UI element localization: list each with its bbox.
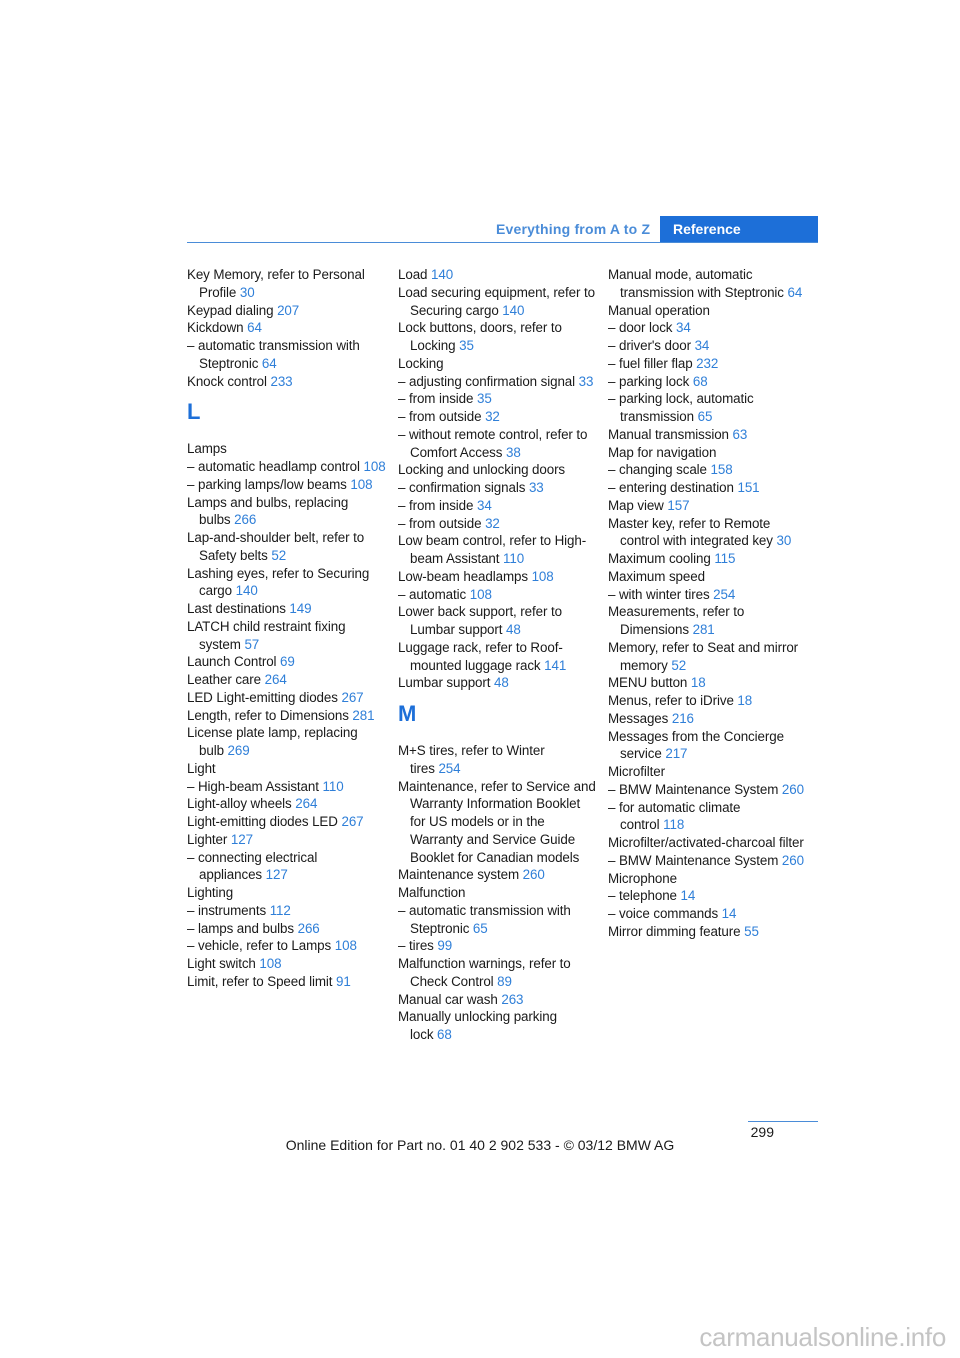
index-entry: [187, 319, 387, 337]
index-page-link[interactable]: 141: [544, 657, 567, 673]
index-entry-text: Length, refer to Dimensions: [187, 707, 349, 723]
index-entry: [608, 603, 808, 639]
index-entry: [187, 337, 387, 373]
index-entry: [187, 565, 387, 601]
index-entry-text: – parking lock: [608, 373, 690, 389]
index-entry: [398, 319, 598, 355]
index-entry-text: – automatic transmission with Steptronic: [398, 902, 571, 936]
reference-tab: Reference: [660, 216, 818, 243]
index-entry: [187, 440, 387, 458]
index-entry: [187, 884, 387, 902]
index-page-link[interactable]: 30: [239, 284, 255, 300]
index-letter-heading: M: [398, 701, 417, 726]
index-page-link[interactable]: 33: [578, 373, 594, 389]
index-entry-text: MENU button: [608, 675, 688, 691]
index-page-link[interactable]: 33: [528, 480, 544, 495]
index-entry-text: – from outside: [398, 409, 482, 424]
index-entry-text: Luggage rack, refer to Roof-mounted luggage rack: [398, 639, 563, 673]
index-entry: [608, 550, 808, 568]
index-entry: [398, 586, 598, 604]
index-entry-text: Last destinations: [187, 601, 286, 616]
index-page-link[interactable]: 110: [322, 778, 344, 794]
index-page-link[interactable]: 63: [732, 426, 748, 442]
index-page-link[interactable]: 14: [680, 888, 696, 904]
index-page-link[interactable]: 269: [227, 743, 250, 758]
index-entry: [608, 515, 808, 551]
index-entry-text: Knock control: [187, 373, 267, 389]
index-entry-text: – driver's door: [608, 338, 691, 353]
index-page-link[interactable]: 65: [697, 409, 713, 424]
index-page-link[interactable]: 34: [694, 338, 710, 353]
index-entry: [608, 728, 808, 764]
index-entry: [608, 586, 808, 604]
index-entry: [608, 390, 808, 426]
index-entry: [187, 494, 387, 530]
index-page-link[interactable]: 267: [341, 689, 364, 705]
index-page-link[interactable]: 55: [744, 923, 759, 939]
index-entry-text: Master key, refer to Remote control with integrated key: [608, 515, 773, 549]
index-page-link[interactable]: 254: [438, 760, 461, 776]
index-page-link[interactable]: 89: [497, 973, 512, 989]
index-page-link[interactable]: 69: [280, 654, 295, 670]
index-entry: [608, 337, 808, 355]
index-page-link[interactable]: 64: [787, 284, 803, 300]
index-entry-text: Lock buttons, doors, refer to Locking: [398, 320, 562, 353]
index-page-link[interactable]: 232: [696, 355, 719, 371]
index-page-link[interactable]: 140: [431, 267, 454, 282]
index-entry-text: – High-beam Assistant: [187, 778, 319, 794]
index-page-link[interactable]: 68: [437, 1027, 452, 1042]
index-page-link[interactable]: 18: [737, 693, 753, 708]
index-page-link[interactable]: 216: [671, 710, 694, 726]
section-title: Everything from A to Z: [496, 221, 651, 237]
index-entry: [187, 671, 387, 689]
index-entry-text: Malfunction warnings, refer to Check Control: [398, 956, 571, 989]
index-entry-text: Manually unlocking parking lock: [398, 1009, 557, 1042]
index-page-link[interactable]: 52: [671, 657, 687, 673]
index-entry: [398, 884, 598, 902]
index-page-link[interactable]: 64: [247, 320, 262, 336]
index-entry: [398, 373, 598, 391]
index-entry: [608, 852, 808, 870]
index-column-2: [398, 266, 598, 1044]
index-entry: [187, 813, 387, 831]
index-page-link[interactable]: 38: [506, 444, 521, 460]
index-entry-text: Manual car wash: [398, 991, 498, 1007]
index-entry: [398, 408, 598, 426]
index-page-link[interactable]: 118: [663, 817, 685, 833]
index-entry-text: – confirmation signals: [398, 480, 526, 495]
index-entry-text: – tires: [398, 938, 434, 954]
index-entry: [608, 479, 808, 497]
index-entry: [398, 991, 598, 1009]
index-page-link[interactable]: 48: [506, 622, 521, 637]
footer-edition: Online Edition for Part no. 01 40 2 902 533 - © 03/12 BMW AG: [285, 1137, 675, 1153]
index-entry-text: – connecting electrical appliances: [187, 849, 318, 883]
index-page-link[interactable]: 32: [485, 515, 500, 531]
index-page-link[interactable]: 14: [721, 906, 737, 921]
index-entry-text: Load securing equipment, refer to Securing cargo: [398, 284, 595, 318]
index-entry-text: Light-alloy wheels: [187, 796, 292, 812]
index-entry-text: LED Light-emitting diodes: [187, 689, 338, 705]
index-page-link[interactable]: 157: [667, 497, 690, 513]
index-entry: [187, 373, 387, 391]
index-entry: [187, 653, 387, 671]
index-entry: [608, 639, 808, 675]
index-entry-text: Low-beam headlamps: [398, 568, 528, 584]
index-page-link[interactable]: 57: [244, 636, 260, 652]
index-page-link[interactable]: 68: [692, 373, 708, 389]
index-page-link[interactable]: 266: [297, 920, 320, 936]
index-entry-text: – instruments: [187, 902, 267, 918]
index-entry-text: Malfunction: [398, 885, 466, 900]
index-entry: [398, 674, 598, 692]
index-entry-text: – with winter tires: [608, 586, 710, 602]
index-entry: [608, 763, 808, 781]
index-entry-text: – parking lamps/low beams: [187, 476, 347, 492]
index-entry-text: Lighter: [187, 831, 228, 847]
index-page-link[interactable]: 207: [277, 302, 300, 318]
index-page-link[interactable]: 91: [336, 973, 351, 989]
index-page-link[interactable]: 115: [714, 551, 736, 566]
index-entry-text: Lap-and-shoulder belt, refer to Safety belts: [187, 530, 365, 563]
index-entry: [398, 355, 598, 373]
index-entry: [398, 515, 598, 533]
index-page-link[interactable]: 34: [476, 497, 492, 513]
index-entry: [608, 373, 808, 391]
index-page-link[interactable]: 99: [437, 938, 453, 954]
index-entry: [187, 266, 387, 302]
index-page-link[interactable]: 263: [501, 991, 524, 1007]
index-column-1: [187, 266, 387, 991]
index-entry: [398, 778, 598, 867]
index-page-link[interactable]: 281: [692, 622, 715, 637]
index-entry-text: Manual operation: [608, 302, 710, 318]
index-entry-text: – changing scale: [608, 462, 707, 478]
index-entry-text: – without remote control, refer to Comfort Access: [398, 426, 588, 460]
index-entry-text: – for automatic climate control: [608, 799, 741, 833]
index-entry: [608, 497, 808, 515]
index-entry: [608, 799, 808, 835]
index-entry-text: Maintenance system: [398, 867, 520, 883]
index-page-link[interactable]: 217: [665, 746, 688, 762]
index-entry-text: Key Memory, refer to Personal Profile: [187, 267, 365, 300]
index-entry-text: – voice commands: [608, 906, 719, 921]
index-page-link[interactable]: 127: [230, 831, 253, 847]
page-number-rule: [748, 1121, 818, 1122]
index-entry: [187, 795, 387, 813]
index-entry: [398, 1008, 598, 1044]
index-entry-text: Light-emitting diodes LED: [187, 814, 338, 829]
index-entry: [187, 902, 387, 920]
index-entry: [608, 887, 808, 905]
index-page-link[interactable]: 108: [363, 459, 386, 474]
index-entry: [608, 355, 808, 373]
index-page-link[interactable]: 281: [352, 707, 375, 723]
index-entry-text: Locking and unlocking doors: [398, 462, 566, 478]
index-entry: [398, 639, 598, 675]
index-entry: [608, 568, 808, 586]
index-entry-text: Microfilter/activated-charcoal filter: [608, 835, 804, 850]
index-entry: [398, 266, 598, 284]
index-entry: [187, 937, 387, 955]
index-entry-text: Maximum cooling: [608, 551, 711, 566]
index-page-link[interactable]: 65: [472, 920, 488, 936]
index-page-link[interactable]: 18: [690, 675, 706, 691]
index-entry-text: Microfilter: [608, 764, 665, 779]
index-entry: [187, 529, 387, 565]
index-entry-text: Manual mode, automatic transmission with Steptronic: [608, 267, 784, 300]
index-entry: [608, 674, 808, 692]
index-page-link[interactable]: 260: [522, 867, 545, 883]
index-entry: [187, 724, 387, 760]
index-page-link[interactable]: 140: [502, 302, 525, 318]
index-page-link[interactable]: 264: [295, 796, 318, 812]
index-page-link[interactable]: 266: [234, 512, 257, 528]
index-page-link[interactable]: 149: [289, 601, 312, 616]
index-entry-text: – entering destination: [608, 480, 734, 495]
index-entry: [608, 710, 808, 728]
index-entry-text: M+S tires, refer to Winter tires: [398, 743, 545, 776]
index-entry: [398, 937, 598, 955]
index-entry: [608, 781, 808, 799]
index-page-link[interactable]: 127: [265, 867, 288, 883]
index-page-link[interactable]: 30: [776, 533, 792, 549]
index-entry: [187, 302, 387, 320]
index-entry-text: Maximum speed: [608, 568, 705, 584]
index-page-link[interactable]: 64: [261, 355, 277, 371]
index-entry-text: Kickdown: [187, 320, 244, 336]
index-entry: [398, 497, 598, 515]
index-entry: [608, 923, 808, 941]
index-entry-text: Lamps: [187, 441, 227, 457]
index-entry-text: Low beam control, refer to High-beam Assistant: [398, 533, 587, 566]
index-entry: [187, 618, 387, 654]
index-entry-text: Lumbar support: [398, 675, 491, 691]
index-page-link[interactable]: 108: [531, 568, 554, 584]
index-page-link[interactable]: 35: [476, 391, 492, 407]
index-entry: [398, 461, 598, 479]
index-page-link[interactable]: 158: [710, 462, 733, 478]
index-entry-text: Manual transmission: [608, 426, 729, 442]
index-entry-text: Launch Control: [187, 654, 277, 670]
index-page-link[interactable]: 110: [503, 551, 525, 566]
index-entry-text: – parking lock, automatic transmission: [608, 391, 754, 424]
index-entry-text: License plate lamp, replacing bulb: [187, 725, 358, 758]
index-entry-text: Messages from the Concierge service: [608, 728, 784, 762]
page-number: 299: [750, 1124, 774, 1140]
index-entry-text: Locking: [398, 355, 444, 371]
index-entry-text: – BMW Maintenance System: [608, 781, 779, 797]
index-entry-text: Keypad dialing: [187, 302, 274, 318]
index-entry: [398, 902, 598, 938]
index-entry-text: Microphone: [608, 870, 677, 886]
index-entry-text: – BMW Maintenance System: [608, 852, 779, 868]
index-entry: [398, 532, 598, 568]
index-letter-heading: L: [187, 399, 201, 425]
index-entry: [608, 266, 808, 302]
index-entry-text: Lamps and bulbs, replacing bulbs: [187, 494, 349, 528]
index-entry-text: Lashing eyes, refer to Securing cargo: [187, 565, 370, 599]
index-page-link[interactable]: 233: [270, 373, 293, 389]
index-page-link[interactable]: 140: [235, 583, 258, 599]
index-entry: [608, 302, 808, 320]
index-entry-text: – door lock: [608, 320, 673, 336]
index-column-3: [608, 266, 808, 941]
index-entry: [608, 834, 808, 852]
index-entry-text: Map view: [608, 497, 664, 513]
index-entry: [398, 866, 598, 884]
index-entry-text: – vehicle, refer to Lamps: [187, 938, 332, 954]
index-page-link[interactable]: 32: [485, 409, 500, 424]
index-entry: [608, 870, 808, 888]
index-entry: [187, 831, 387, 849]
index-entry: [398, 568, 598, 586]
index-entry-text: – from outside: [398, 515, 482, 531]
index-entry-text: – automatic: [398, 586, 467, 602]
index-entry-text: Mirror dimming feature: [608, 923, 741, 939]
index-page-link[interactable]: 108: [259, 956, 282, 971]
index-entry-text: – fuel filler flap: [608, 355, 693, 371]
index-entry: [398, 479, 598, 497]
index-entry: [398, 390, 598, 408]
index-page-link[interactable]: 35: [459, 338, 474, 353]
index-page-link[interactable]: 108: [350, 476, 373, 492]
index-entry: [398, 284, 598, 320]
index-entry-text: Measurements, refer to Dimensions: [608, 604, 745, 637]
index-page-link[interactable]: 108: [469, 586, 492, 602]
index-entry-text: – from inside: [398, 391, 474, 407]
index-entry: [398, 742, 598, 778]
index-entry-text: Memory, refer to Seat and mirror memory: [608, 639, 799, 673]
index-entry: [398, 426, 598, 462]
index-page-link[interactable]: 34: [676, 320, 691, 336]
index-entry-text: Light: [187, 760, 216, 776]
index-entry-text: – lamps and bulbs: [187, 920, 294, 936]
watermark[interactable]: carmanualsonline.info: [699, 1322, 946, 1352]
index-entry: [187, 707, 387, 725]
index-entry-text: – from inside: [398, 497, 474, 513]
index-entry: [398, 603, 598, 639]
index-entry-text: Maintenance, refer to Service and Warranty Information Booklet for US models or in the Warranty and Service Guide Booklet for Canadian models: [398, 778, 596, 865]
index-entry: [608, 692, 808, 710]
header-rule: [187, 242, 818, 243]
index-page-link[interactable]: 267: [341, 814, 364, 829]
index-entry: [187, 778, 387, 796]
index-entry-text: Lower back support, refer to Lumbar support: [398, 604, 562, 637]
index-page-link[interactable]: 151: [737, 480, 760, 495]
index-entry-text: Limit, refer to Speed limit: [187, 973, 333, 989]
index-entry: [608, 426, 808, 444]
index-entry-text: Messages: [608, 710, 669, 726]
index-entry-text: – automatic headlamp control: [187, 459, 360, 474]
index-page-link[interactable]: 264: [264, 672, 287, 687]
index-entry: [608, 319, 808, 337]
index-entry-text: – automatic transmission with Steptronic: [187, 338, 360, 371]
index-page-link[interactable]: 254: [713, 586, 736, 602]
index-entry-text: Light switch: [187, 956, 256, 971]
index-page-link[interactable]: 52: [271, 547, 287, 563]
index-entry: [608, 444, 808, 462]
index-page-link[interactable]: 112: [269, 902, 291, 918]
index-entry-text: Map for navigation: [608, 444, 717, 460]
index-entry: [187, 849, 387, 885]
index-entry-text: – telephone: [608, 888, 677, 904]
index-page-link[interactable]: 48: [494, 675, 509, 691]
index-entry: [187, 973, 387, 991]
index-entry-text: Lighting: [187, 885, 234, 900]
index-page-link[interactable]: 260: [781, 852, 804, 868]
index-entry-text: LATCH child restraint fixing system: [187, 618, 346, 652]
index-page-link[interactable]: 260: [781, 781, 804, 797]
index-entry: [398, 955, 598, 991]
index-entry: [608, 905, 808, 923]
index-entry: [187, 955, 387, 973]
index-entry-text: Leather care: [187, 672, 261, 687]
index-page-link[interactable]: 108: [334, 938, 357, 954]
index-entry: [187, 760, 387, 778]
index-entry: [187, 920, 387, 938]
index-entry: [187, 476, 387, 494]
index-entry: [187, 600, 387, 618]
index-entry: [608, 461, 808, 479]
index-entry-text: Menus, refer to iDrive: [608, 693, 734, 708]
index-entry: [187, 458, 387, 476]
index-entry-text: – adjusting confirmation signal: [398, 373, 576, 389]
index-entry: [187, 689, 387, 707]
index-entry-text: Load: [398, 267, 428, 282]
